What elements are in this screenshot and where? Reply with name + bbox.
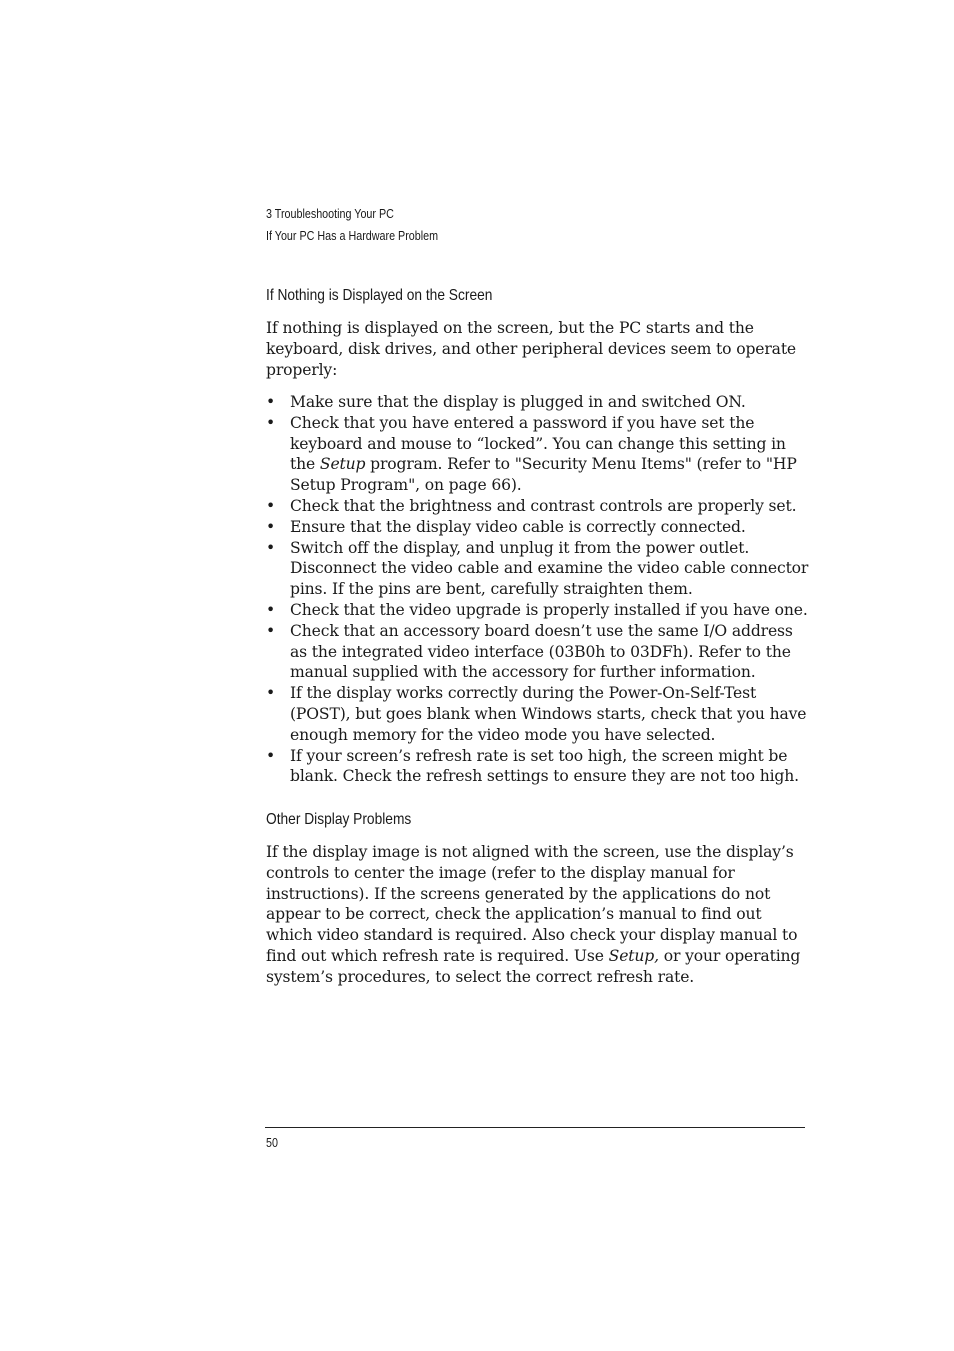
list-item [266,538,811,600]
paragraph-text: If the display image is not aligned with the screen, use the display’s controls to center the image (refer to the display manual for instructions). If the screens generated by the applications do not appear to be correct, check the application’s manual to find out which video standard is required. Also check your display manual to find out which refresh rate is required. Use [266,843,798,965]
bullet-icon: • [266,684,276,703]
list-item [266,621,811,683]
list-item-text: Check that an accessory board doesn’t use the same I/O address as the integrated video interface (03B0h to 03DFh). Refer to the manual supplied with the accessory for further information. [290,621,793,682]
running-header-chapter: 3 Troubleshooting Your PC [266,207,394,221]
list-item-text-continued: program. Refer to "Security Menu Items" (refer to "HP Setup Program", on page 66). [290,455,797,495]
setup-italic-text: Setup [319,455,366,474]
list-item [266,496,811,517]
bullet-icon: • [266,413,276,432]
intro-paragraph: If nothing is displayed on the screen, but the PC starts and the keyboard, disk drives, and other peripheral devices seem to operate properly: [266,319,797,379]
list-item [266,683,811,745]
section-heading-other-problems: Other Display Problems [266,811,412,828]
other-problems-paragraph [266,842,811,988]
list-item-text: Check that you have entered a password if you have set the keyboard and mouse to “locked”. You can change this setting in the [290,413,786,474]
bullet-icon: • [266,746,276,765]
list-item-text: If the display works correctly during the Power-On-Self-Test (POST), but goes blank when Windows starts, check that you have enough memory for the video mode you have selected. [290,684,807,744]
list-item-text: Make sure that the display is plugged in and switched ON. [290,393,746,411]
troubleshooting-bullet-list [266,392,811,787]
bullet-icon: • [266,600,276,619]
bullet-icon: • [266,496,276,515]
setup-italic-text: Setup, [608,946,659,965]
list-item [266,600,811,621]
list-item [266,413,811,496]
list-item-text: Switch off the display, and unplug it from the power outlet. Disconnect the video cable and examine the video cable connector pins. If the pins are bent, carefully straighten them. [290,538,809,599]
list-item [266,517,811,538]
paragraph-text-continued: or your operating system’s procedures, to select the correct refresh rate. [266,946,801,986]
list-item-text: Check that the video upgrade is properly installed if you have one. [290,600,808,619]
footer-divider [265,1127,805,1128]
list-item [266,746,811,788]
bullet-icon: • [266,393,276,411]
running-header-section: If Your PC Has a Hardware Problem [266,229,439,243]
bullet-icon: • [266,538,276,557]
bullet-icon: • [266,517,276,536]
list-item-text: Check that the brightness and contrast controls are properly set. [290,496,797,515]
list-item-text: If your screen’s refresh rate is set too high, the screen might be blank. Check the refresh settings to ensure they are not too high. [290,746,799,786]
list-item [266,392,811,413]
section-heading-nothing-displayed: If Nothing is Displayed on the Screen [266,287,493,304]
page-number: 50 [266,1136,278,1150]
bullet-icon: • [266,621,276,640]
list-item-text: Ensure that the display video cable is correctly connected. [290,517,746,536]
